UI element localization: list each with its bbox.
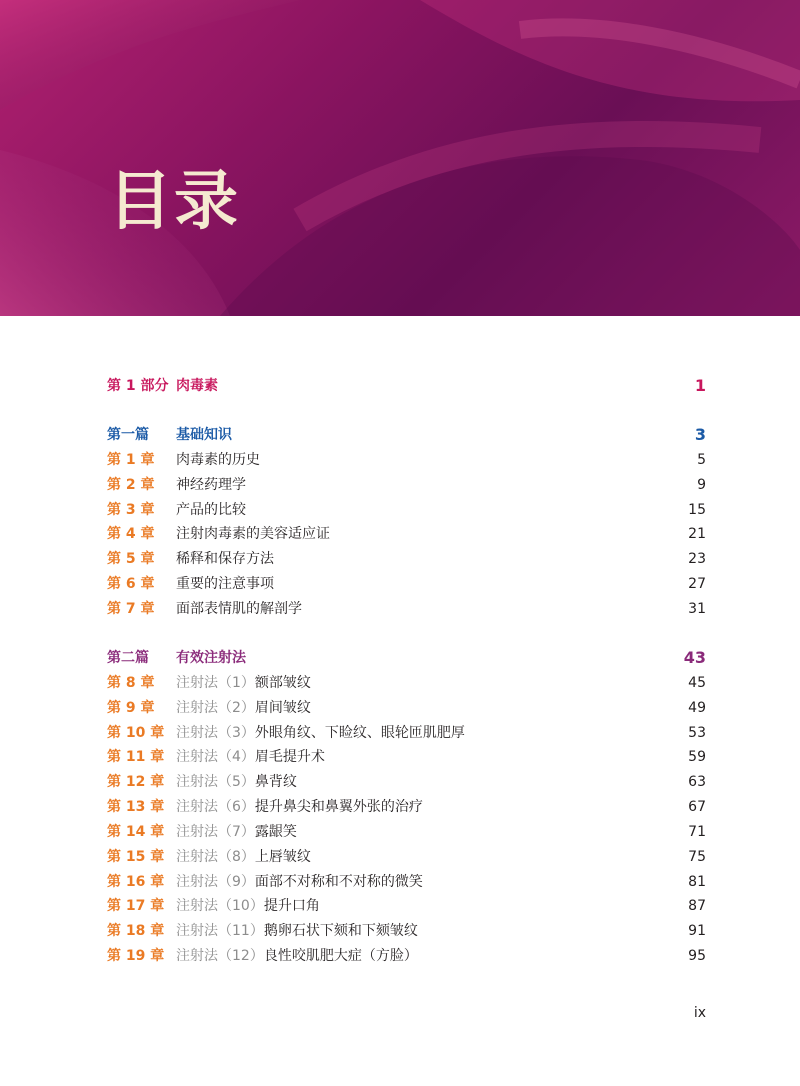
- chapter-page: 59: [688, 749, 706, 765]
- toc-chapter-entry[interactable]: [107, 572, 706, 596]
- chapter-prefix: 注射法（4）: [176, 749, 255, 765]
- toc-chapter-entry[interactable]: [107, 820, 706, 844]
- chapter-number: 第 10 章: [107, 725, 165, 741]
- chapter-number: 第 5 章: [107, 551, 155, 567]
- chapter-title: 注射肉毒素的美容适应证: [176, 526, 330, 542]
- chapter-number: 第 2 章: [107, 477, 155, 493]
- chapter-page: 71: [688, 824, 706, 840]
- toc-chapter-entry[interactable]: [107, 795, 706, 819]
- chapter-title-line: [176, 870, 423, 894]
- chapter-page: 5: [697, 452, 706, 468]
- toc-chapter-entry[interactable]: [107, 944, 706, 968]
- section-page: 3: [694, 425, 706, 444]
- chapter-title: 神经药理学: [176, 477, 246, 493]
- chapter-page: 91: [688, 923, 706, 939]
- chapter-page: 67: [688, 799, 706, 815]
- chapter-number: 第 18 章: [107, 923, 165, 939]
- chapter-page: 23: [688, 551, 706, 567]
- chapter-number: 第 8 章: [107, 675, 155, 691]
- chapter-title: 面部不对称和不对称的微笑: [254, 874, 423, 890]
- chapter-prefix: 注射法（6）: [176, 799, 255, 815]
- chapter-title: 产品的比较: [176, 502, 246, 518]
- chapter-prefix: 注射法（8）: [176, 849, 255, 865]
- banner-fabric-graphic: [0, 0, 800, 316]
- chapter-title: 眉毛提升术: [254, 749, 325, 765]
- toc-chapter-entry[interactable]: [107, 894, 706, 918]
- chapter-title: 面部表情肌的解剖学: [176, 601, 302, 617]
- toc-chapter-entry[interactable]: [107, 498, 706, 522]
- toc-chapter-entry[interactable]: [107, 845, 706, 869]
- chapter-page: 75: [688, 849, 706, 865]
- chapter-page: 27: [688, 576, 706, 592]
- toc-chapter-entry[interactable]: [107, 473, 706, 497]
- toc-chapter-entry[interactable]: [107, 745, 706, 769]
- chapter-title: 鹅卵石状下颏和下颏皱纹: [263, 923, 418, 939]
- chapter-page: 95: [688, 948, 706, 964]
- chapter-title: 重要的注意事项: [176, 576, 274, 592]
- chapter-title: 额部皱纹: [254, 675, 311, 691]
- toc-chapter-entry[interactable]: [107, 448, 706, 472]
- chapter-title: 稀释和保存方法: [176, 551, 274, 567]
- chapter-number: 第 1 章: [107, 452, 155, 468]
- chapter-number: 第 16 章: [107, 874, 165, 890]
- section-number: 第二篇: [107, 650, 149, 666]
- chapter-page: 31: [688, 601, 706, 617]
- chapter-page: 21: [688, 526, 706, 542]
- chapter-title-line: [176, 696, 311, 720]
- header-banner: [0, 0, 800, 316]
- chapter-number: 第 6 章: [107, 576, 155, 592]
- chapter-prefix: 注射法（11）: [176, 923, 264, 939]
- chapter-title-line: [176, 721, 465, 745]
- toc-chapter-entry[interactable]: [107, 671, 706, 695]
- chapter-page: 15: [688, 502, 706, 518]
- toc-chapter-entry[interactable]: [107, 522, 706, 546]
- chapter-page: 87: [688, 898, 706, 914]
- chapter-page: 45: [688, 675, 706, 691]
- chapter-title-line: [176, 845, 311, 869]
- chapter-title-line: [176, 745, 325, 769]
- chapter-prefix: 注射法（5）: [176, 774, 255, 790]
- part-title: 肉毒素: [176, 378, 218, 394]
- chapter-number: 第 12 章: [107, 774, 165, 790]
- chapter-number: 第 17 章: [107, 898, 165, 914]
- chapter-number: 第 11 章: [107, 749, 165, 765]
- chapter-page: 81: [688, 874, 706, 890]
- toc-chapter-entry[interactable]: [107, 597, 706, 621]
- chapter-page: 9: [697, 477, 706, 493]
- chapter-number: 第 15 章: [107, 849, 165, 865]
- chapter-prefix: 注射法（9）: [176, 874, 255, 890]
- chapter-title: 肉毒素的历史: [176, 452, 260, 468]
- chapter-title-line: [176, 795, 423, 819]
- toc-chapter-entry[interactable]: [107, 547, 706, 571]
- chapter-number: 第 19 章: [107, 948, 165, 964]
- chapter-number: 第 14 章: [107, 824, 165, 840]
- chapter-title-line: [176, 944, 418, 968]
- section-number: 第一篇: [107, 427, 149, 443]
- chapter-title: 提升口角: [263, 898, 320, 914]
- chapter-title: 鼻背纹: [254, 774, 297, 790]
- toc-chapter-entry[interactable]: [107, 770, 706, 794]
- chapter-title-line: [176, 919, 418, 943]
- toc-section-entry[interactable]: [107, 423, 706, 447]
- toc-chapter-entry[interactable]: [107, 696, 706, 720]
- chapter-prefix: 注射法（7）: [176, 824, 255, 840]
- toc-chapter-entry[interactable]: [107, 721, 706, 745]
- chapter-number: 第 4 章: [107, 526, 155, 542]
- chapter-title: 外眼角纹、下睑纹、眼轮匝肌肥厚: [254, 725, 465, 741]
- chapter-title-line: [176, 820, 297, 844]
- part-page: 1: [694, 376, 706, 395]
- chapter-title: 露龈笑: [254, 824, 297, 840]
- chapter-page: 49: [688, 700, 706, 716]
- toc-part-entry[interactable]: [107, 374, 706, 398]
- chapter-title: 良性咬肌肥大症（方脸）: [263, 948, 418, 964]
- chapter-number: 第 3 章: [107, 502, 155, 518]
- chapter-title: 眉间皱纹: [254, 700, 311, 716]
- chapter-title: 上唇皱纹: [254, 849, 311, 865]
- chapter-title-line: [176, 894, 320, 918]
- toc-chapter-entry[interactable]: [107, 919, 706, 943]
- chapter-title-line: [176, 770, 297, 794]
- section-page: 43: [683, 648, 706, 667]
- chapter-prefix: 注射法（3）: [176, 725, 255, 741]
- chapter-number: 第 9 章: [107, 700, 155, 716]
- chapter-title-line: [176, 671, 311, 695]
- chapter-number: 第 7 章: [107, 601, 155, 617]
- chapter-number: 第 13 章: [107, 799, 165, 815]
- chapter-prefix: 注射法（1）: [176, 675, 255, 691]
- toc-chapter-entry[interactable]: [107, 870, 706, 894]
- chapter-prefix: 注射法（12）: [176, 948, 264, 964]
- chapter-page: 63: [688, 774, 706, 790]
- toc-section-entry[interactable]: [107, 646, 706, 670]
- section-title: 有效注射法: [176, 650, 246, 666]
- page-number-folio: ix: [693, 1005, 706, 1021]
- section-title: 基础知识: [176, 427, 232, 443]
- chapter-prefix: 注射法（10）: [176, 898, 264, 914]
- chapter-title: 提升鼻尖和鼻翼外张的治疗: [254, 799, 423, 815]
- chapter-page: 53: [688, 725, 706, 741]
- chapter-prefix: 注射法（2）: [176, 700, 255, 716]
- page-title: 目录: [108, 165, 240, 239]
- part-number: 第 1 部分: [107, 378, 169, 394]
